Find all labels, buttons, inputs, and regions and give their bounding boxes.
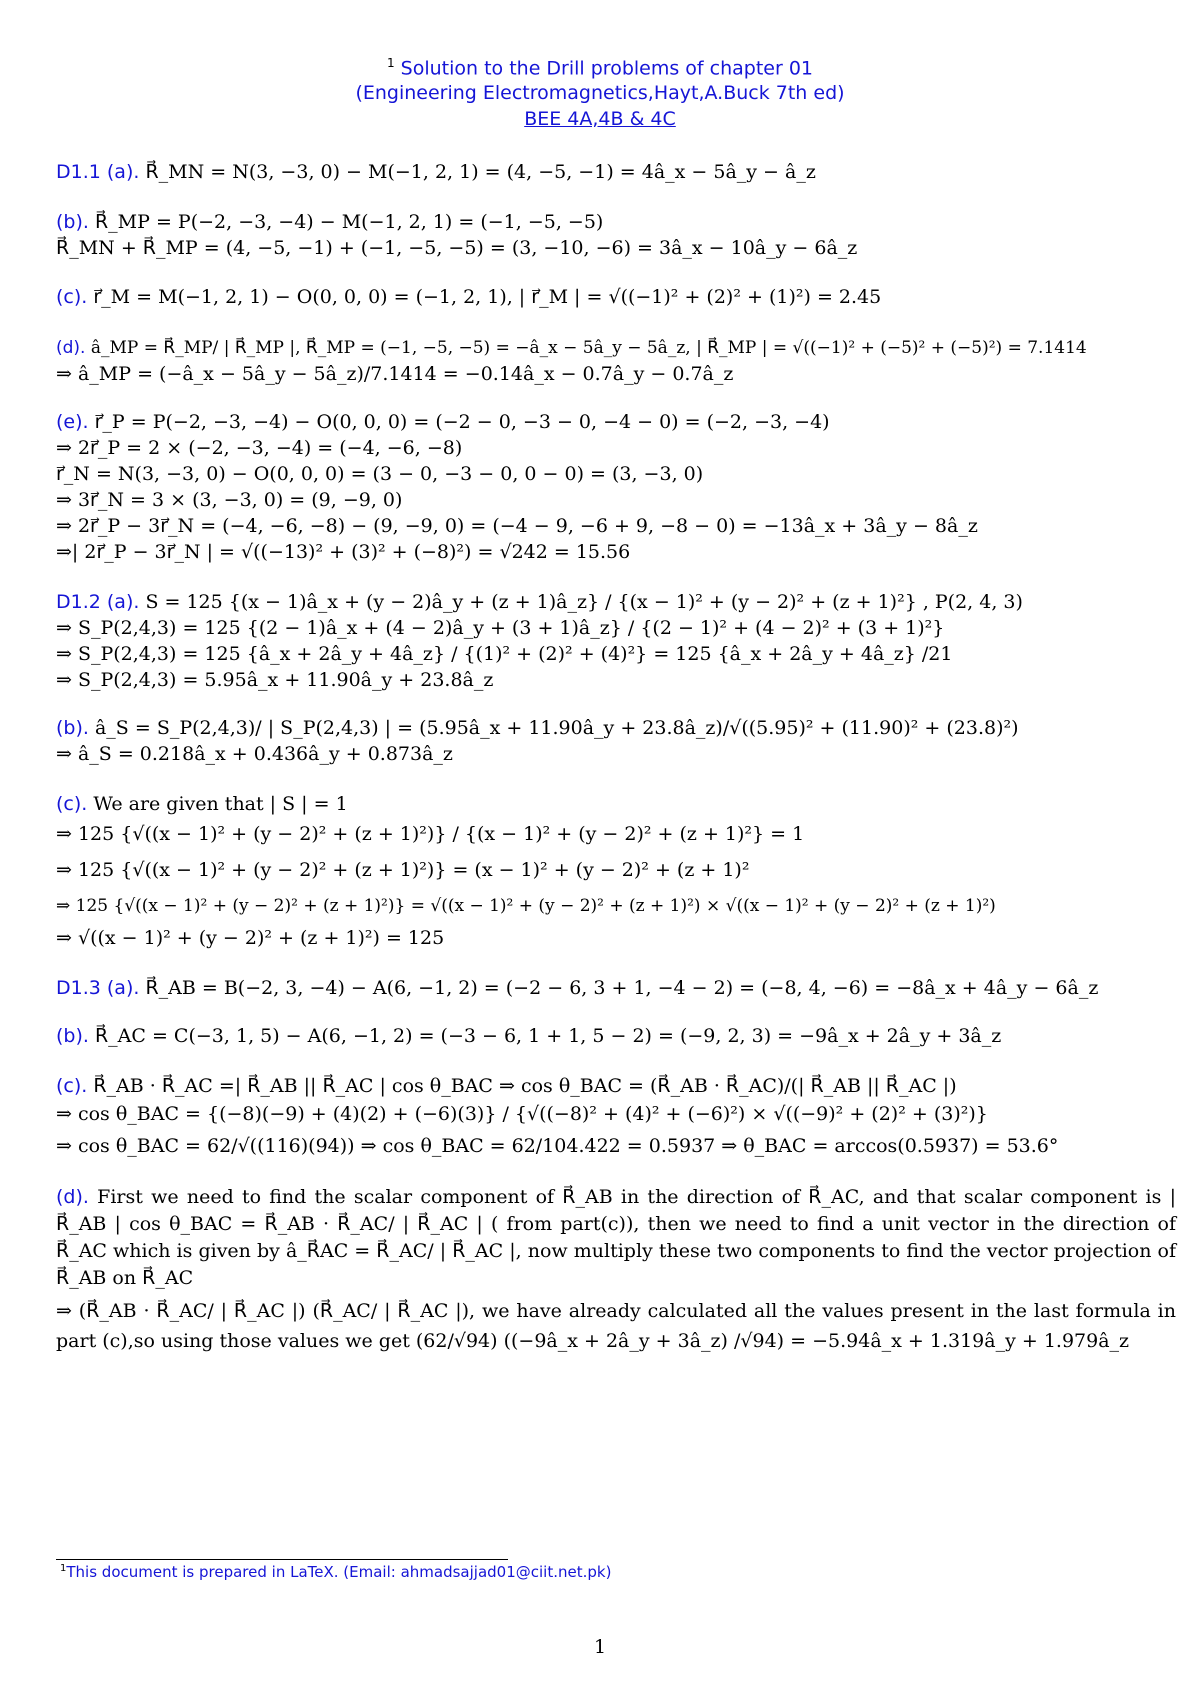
problem-label: (b). bbox=[56, 1025, 89, 1047]
problem-label: (c). bbox=[56, 793, 88, 815]
equation-text: r⃗_N = N(3, −3, 0) − O(0, 0, 0) = (3 − 0, −3 − 0, 0 − 0) = (3, −3, 0) bbox=[56, 463, 704, 485]
footnote-mark: 1 bbox=[60, 1563, 67, 1574]
d1-1e-line-6 bbox=[56, 540, 1176, 564]
problem-label: (b). bbox=[56, 211, 89, 233]
d1-2c-line-5 bbox=[56, 926, 1176, 950]
d1-3c-line bbox=[56, 1074, 1176, 1098]
d1-3c-line-3 bbox=[56, 1134, 1176, 1158]
problem-label: (b). bbox=[56, 717, 89, 739]
d1-3c-line-2 bbox=[56, 1102, 1176, 1126]
paragraph-text: First we need to find the scalar component of R⃗_AB in the direction of R⃗_AC, and that scalar component is | R⃗_AB | cos θ_BAC = R⃗_AB · R⃗_AC/ | R⃗_AC | ( from part(c)), then we need to find a unit vector in the direction of R⃗_AC which is given by â_R⃗AC = R⃗_AC/ | R⃗_AC |, now multiply these two components to find the vector projection of R⃗_AB on R⃗_AC bbox=[56, 1186, 1176, 1289]
equation-text: We are given that | S | = 1 bbox=[87, 793, 348, 815]
title-line-3: BEE 4A,4B & 4C bbox=[524, 108, 676, 130]
equation-text: ⇒ 125 {√((x − 1)² + (y − 2)² + (z + 1)²)} / {(x − 1)² + (y − 2)² + (z + 1)²} = 1 bbox=[56, 823, 805, 845]
d1-2c-line-4 bbox=[56, 894, 1176, 918]
equation-text: ⇒ 3r⃗_N = 3 × (3, −3, 0) = (9, −9, 0) bbox=[56, 489, 403, 511]
equation-text: ⇒ â_MP = (−â_x − 5â_y − 5â_z)/7.1414 = −0.14â_x − 0.7â_y − 0.7â_z bbox=[56, 363, 734, 385]
d1-2a-line-4 bbox=[56, 668, 1176, 692]
equation-text: ⇒ 125 {√((x − 1)² + (y − 2)² + (z + 1)²)} = √((x − 1)² + (y − 2)² + (z + 1)²) × √((x − 1)² + (y − 2)² + (z + 1)²) bbox=[56, 896, 996, 916]
equation-text: â_MP = R⃗_MP/ | R⃗_MP |, R⃗_MP = (−1, −5, −5) = −â_x − 5â_y − 5â_z, | R⃗_MP | = √((−1)² + (−5)² + (−5)²) = 7.1414 bbox=[85, 338, 1087, 358]
d1-2a-line-2 bbox=[56, 616, 1176, 640]
equation-text: ⇒ cos θ_BAC = {(−8)(−9) + (4)(2) + (−6)(3)} / {√((−8)² + (4)² + (−6)²) × √((−9)² + (2)² + (3)²)} bbox=[56, 1103, 988, 1125]
equation-text: R⃗_AB = B(−2, 3, −4) − A(6, −1, 2) = (−2 − 6, 3 + 1, −4 − 2) = (−8, 4, −6) = −8â_x + 4â_y − 6â_z bbox=[139, 977, 1099, 999]
problem-label: D1.2 (a). bbox=[56, 591, 140, 613]
title-line-1 bbox=[0, 56, 1200, 79]
equation-text: ⇒ √((x − 1)² + (y − 2)² + (z + 1)²) = 125 bbox=[56, 927, 445, 949]
problem-label: (d). bbox=[56, 1186, 89, 1208]
d1-1e-line-3 bbox=[56, 462, 1176, 486]
d1-2a-line-3 bbox=[56, 642, 1176, 666]
d1-1e-line-2 bbox=[56, 436, 1176, 460]
problem-label: D1.3 (a). bbox=[56, 977, 140, 999]
equation-text: ⇒ 125 {√((x − 1)² + (y − 2)² + (z + 1)²)} = (x − 1)² + (y − 2)² + (z + 1)² bbox=[56, 859, 750, 881]
d1-3d-paragraph-2 bbox=[56, 1296, 1176, 1356]
d1-2c-line-2 bbox=[56, 822, 1176, 846]
equation-text: ⇒ cos θ_BAC = 62/√((116)(94)) ⇒ cos θ_BAC = 62/104.422 = 0.5937 ⇒ θ_BAC = arccos(0.5937) = 53.6° bbox=[56, 1135, 1059, 1157]
equation-text: R⃗_AB · R⃗_AC =| R⃗_AB || R⃗_AC | cos θ_BAC ⇒ cos θ_BAC = (R⃗_AB · R⃗_AC)/(| R⃗_AB || R⃗_AC |) bbox=[87, 1075, 957, 1097]
d1-1d-line-2 bbox=[56, 362, 1176, 386]
problem-label: D1.1 (a). bbox=[56, 161, 140, 183]
d1-1d-line bbox=[56, 336, 1176, 360]
equation-text: ⇒ 2r⃗_P = 2 × (−2, −3, −4) = (−4, −6, −8) bbox=[56, 437, 463, 459]
equation-text: ⇒| 2r⃗_P − 3r⃗_N | = √((−13)² + (3)² + (−8)²) = √242 = 15.56 bbox=[56, 541, 631, 563]
d1-1e-line bbox=[56, 410, 1176, 434]
equation-text: â_S = S_P(2,4,3)/ | S_P(2,4,3) | = (5.95â_x + 11.90â_y + 23.8â_z)/√((5.95)² + (11.90)² + (23.8)²) bbox=[88, 717, 1019, 739]
problem-label: (e). bbox=[56, 411, 89, 433]
equation-text: r⃗_P = P(−2, −3, −4) − O(0, 0, 0) = (−2 − 0, −3 − 0, −4 − 0) = (−2, −3, −4) bbox=[88, 411, 830, 433]
d1-2b-line-2 bbox=[56, 742, 1176, 766]
d1-2a-line bbox=[56, 590, 1176, 614]
d1-1e-line-4 bbox=[56, 488, 1176, 512]
title-footnote-mark: 1 bbox=[386, 56, 395, 70]
equation-text: ⇒ S_P(2,4,3) = 125 {(2 − 1)â_x + (4 − 2)â_y + (3 + 1)â_z} / {(2 − 1)² + (4 − 2)² + (3 + 1)²} bbox=[56, 617, 945, 639]
problem-label: (d). bbox=[56, 338, 86, 358]
equation-text: r⃗_M = M(−1, 2, 1) − O(0, 0, 0) = (−1, 2, 1), | r⃗_M | = √((−1)² + (2)² + (1)²) = 2.45 bbox=[87, 286, 882, 308]
equation-text: ⇒ 2r⃗_P − 3r⃗_N = (−4, −6, −8) − (9, −9, 0) = (−4 − 9, −6 + 9, −8 − 0) = −13â_x + 3â_y − 8â_z bbox=[56, 515, 978, 537]
d1-3b-line bbox=[56, 1024, 1176, 1048]
page-number: 1 bbox=[593, 1636, 607, 1658]
equation-text: ⇒ â_S = 0.218â_x + 0.436â_y + 0.873â_z bbox=[56, 743, 453, 765]
title-line-2: (Engineering Electromagnetics,Hayt,A.Buck 7th ed) bbox=[355, 82, 845, 104]
d1-3a-line bbox=[56, 976, 1176, 1000]
d1-1b-line bbox=[56, 210, 1176, 234]
d1-1b-line-2 bbox=[56, 236, 1176, 260]
equation-text: R⃗_MN + R⃗_MP = (4, −5, −1) + (−1, −5, −5) = (3, −10, −6) = 3â_x − 10â_y − 6â_z bbox=[56, 237, 858, 259]
equation-text: R⃗_MN = N(3, −3, 0) − M(−1, 2, 1) = (4, −5, −1) = 4â_x − 5â_y − â_z bbox=[139, 161, 816, 183]
d1-1e-line-5 bbox=[56, 514, 1176, 538]
problem-label: (c). bbox=[56, 1075, 88, 1097]
footnote-text: This document is prepared in LaTeX. (Email: ahmadsajjad01@ciit.net.pk) bbox=[66, 1563, 612, 1581]
title-text: Solution to the Drill problems of chapter 01 bbox=[400, 57, 814, 80]
d1-3d-paragraph bbox=[56, 1184, 1176, 1292]
d1-1a-line bbox=[56, 160, 1176, 184]
footnote bbox=[60, 1563, 611, 1581]
equation-text: R⃗_MP = P(−2, −3, −4) − M(−1, 2, 1) = (−1, −5, −5) bbox=[88, 211, 604, 233]
equation-text: S = 125 {(x − 1)â_x + (y − 2)â_y + (z + 1)â_z} / {(x − 1)² + (y − 2)² + (z + 1)²} , P(2, 4, 3) bbox=[139, 591, 1023, 613]
d1-2b-line bbox=[56, 716, 1176, 740]
d1-2c-line-3 bbox=[56, 858, 1176, 882]
d1-1c-line bbox=[56, 285, 1176, 309]
paragraph-text: ⇒ (R⃗_AB · R⃗_AC/ | R⃗_AC |) (R⃗_AC/ | R⃗_AC |), we have already calculated all the values present in the last formula in part (c),so using those values we get (62/√94) ((−9â_x + 2â_y + 3â_z) /√94) = −5.94â_x + 1.319â_y + 1.979â_z bbox=[56, 1300, 1176, 1352]
d1-2c-line bbox=[56, 792, 1176, 816]
equation-text: ⇒ S_P(2,4,3) = 5.95â_x + 11.90â_y + 23.8â_z bbox=[56, 669, 494, 691]
problem-label: (c). bbox=[56, 286, 88, 308]
equation-text: R⃗_AC = C(−3, 1, 5) − A(6, −1, 2) = (−3 − 6, 1 + 1, 5 − 2) = (−9, 2, 3) = −9â_x + 2â_y + 3â_z bbox=[88, 1025, 1002, 1047]
equation-text: ⇒ S_P(2,4,3) = 125 {â_x + 2â_y + 4â_z} / {(1)² + (2)² + (4)²} = 125 {â_x + 2â_y + 4â_z} /21 bbox=[56, 643, 953, 665]
footnote-rule bbox=[56, 1559, 508, 1560]
